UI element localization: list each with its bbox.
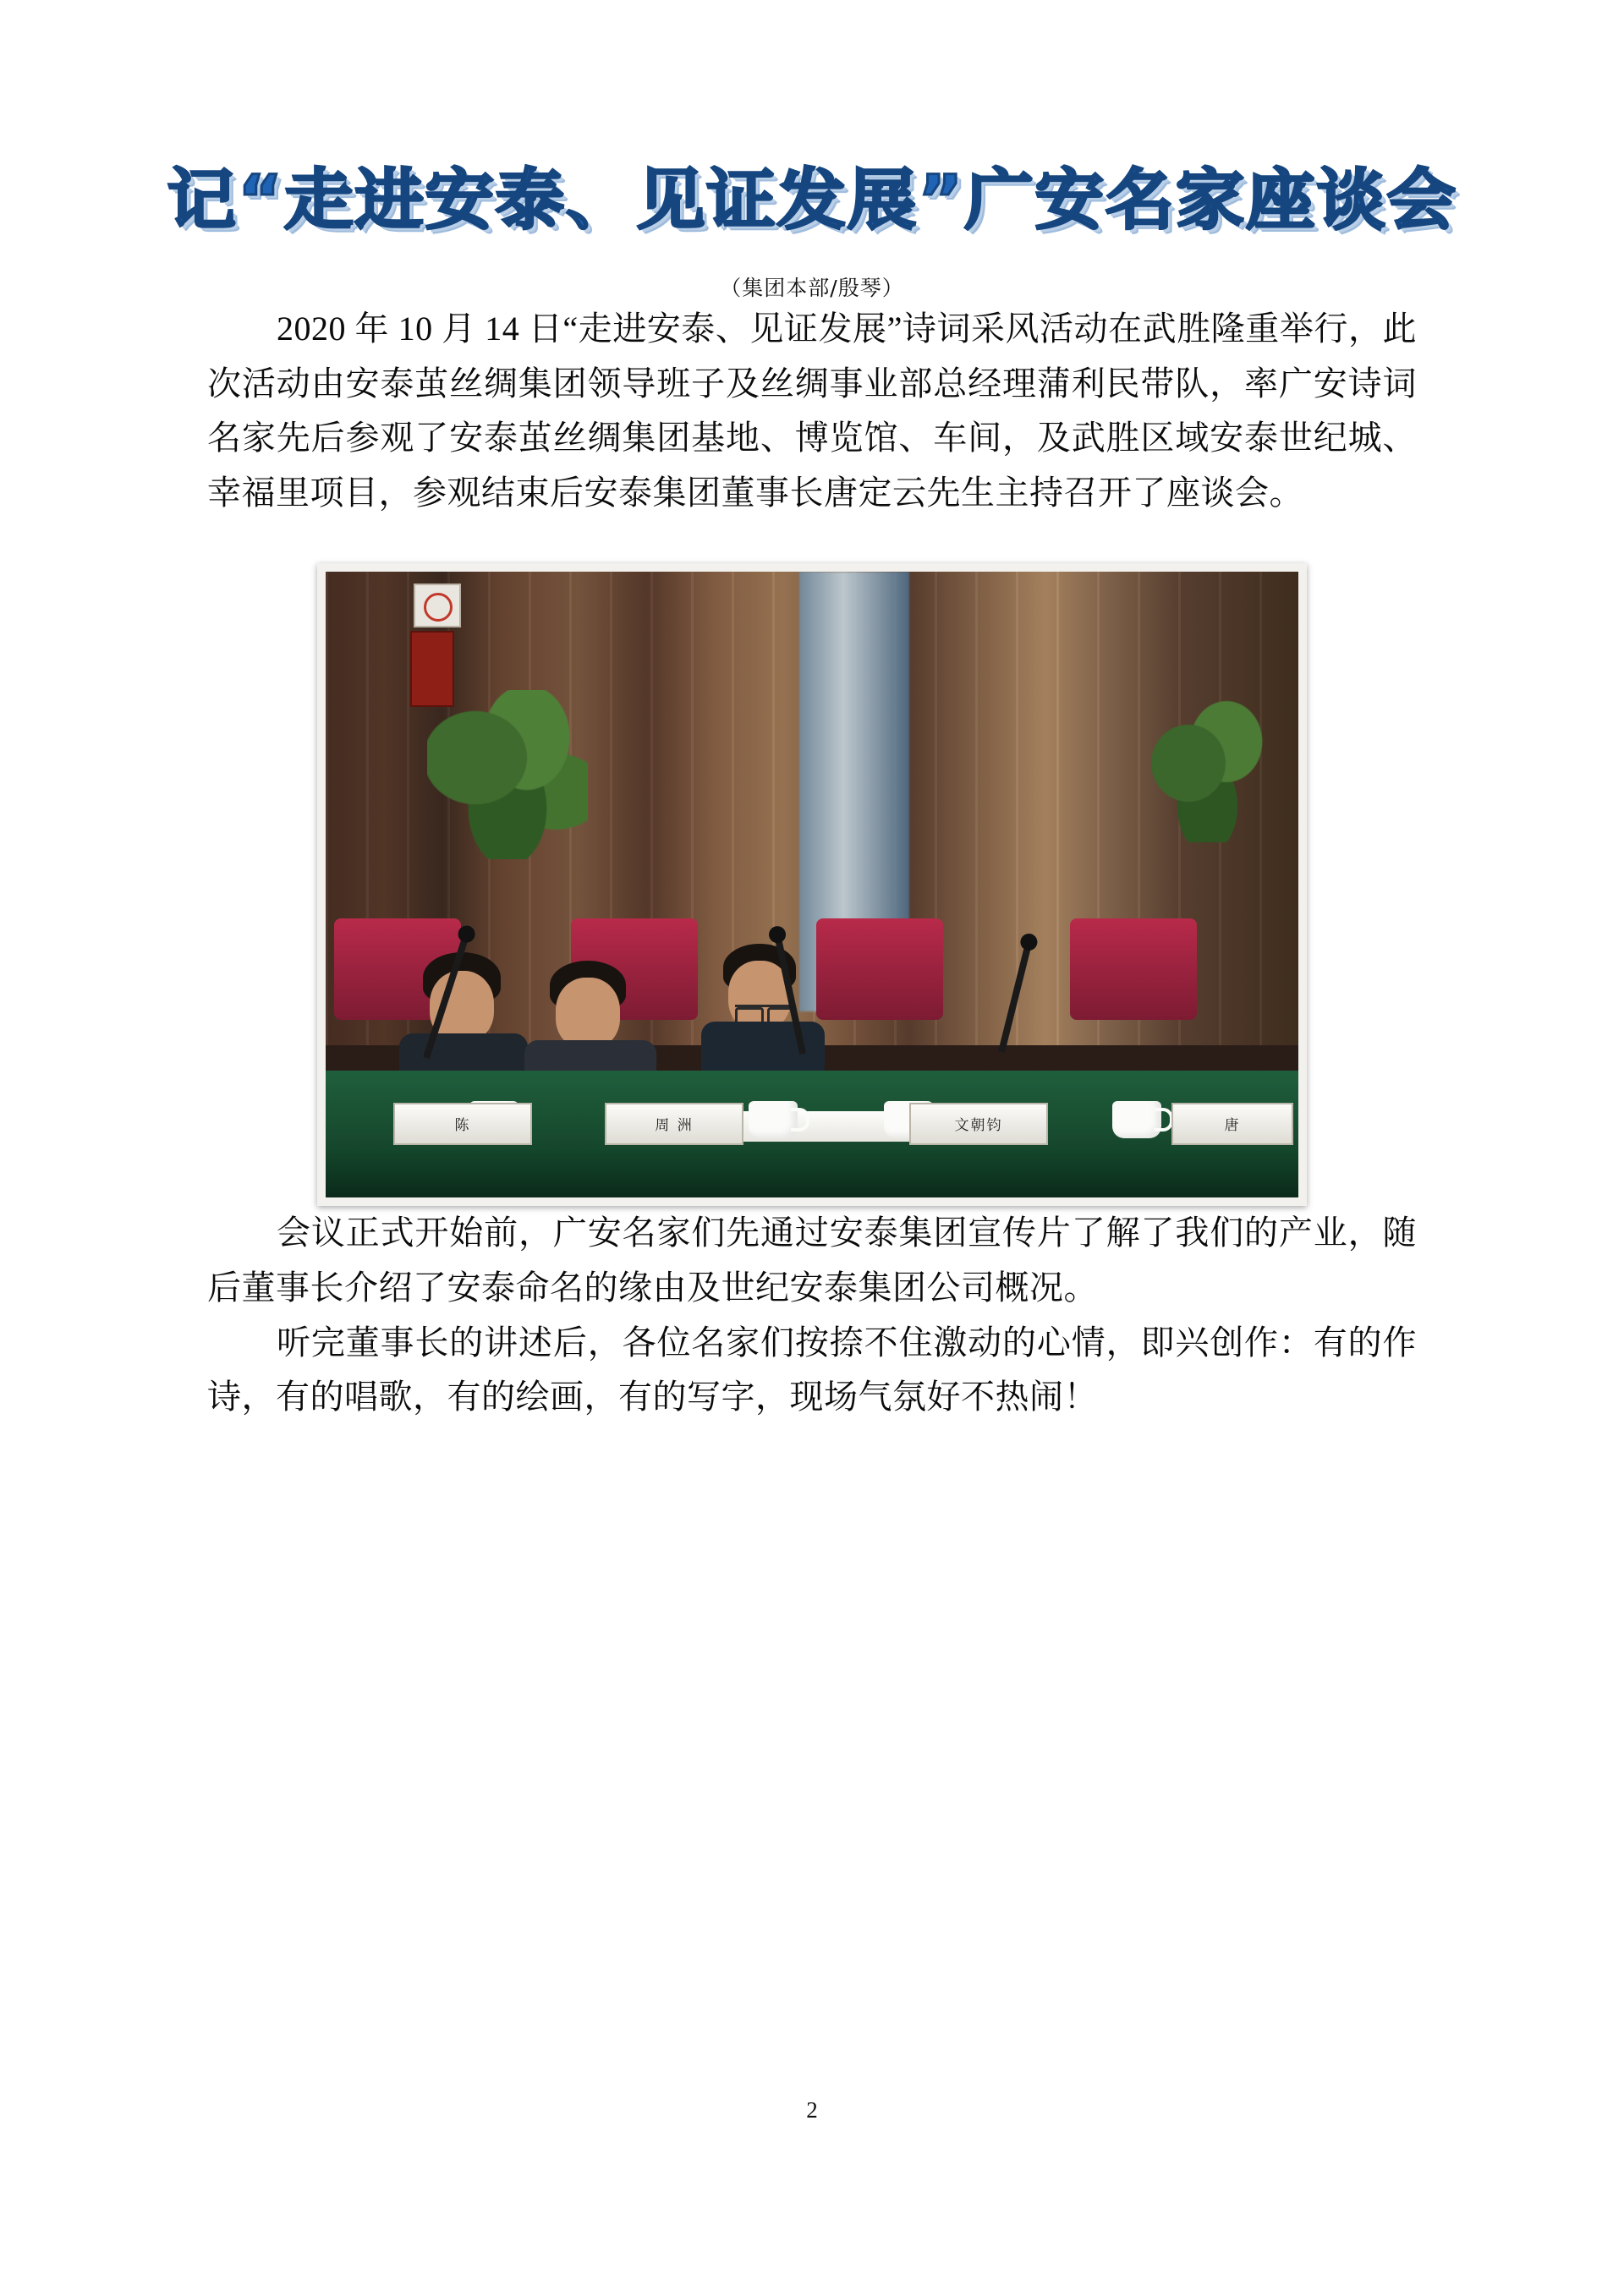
conference-table-front (326, 1147, 1298, 1197)
glasses-icon (735, 1005, 796, 1022)
title-container (0, 162, 1624, 238)
paragraph-3: 听完董事长的讲述后，各位名家们按捺不住激动的心情，即兴创作：有的作诗，有的唱歌，有的绘画，有的写字，现场气氛好不热闹！ (207, 1323, 1417, 1417)
person-head (556, 978, 620, 1049)
no-smoking-sign-icon (414, 584, 461, 627)
meeting-photo (326, 572, 1298, 1197)
nameplate: 唐 (1171, 1103, 1293, 1145)
paragraph-2: 会议正式开始前，广安名家们先通过安泰集团宣传片了解了我们的产业，随后董事长介绍了安泰命名的缘由及世纪安泰集团公司概况。 (207, 1213, 1417, 1307)
page-title: 记“走进安泰、见证发展”广安名家座谈会 (167, 162, 1457, 238)
nameplate: 文朝钧 (909, 1103, 1048, 1145)
page-number: 2 (806, 2097, 818, 2123)
photo-container (313, 563, 1311, 1206)
article-body (207, 302, 1417, 521)
red-chair (816, 918, 943, 1020)
plant-left (427, 690, 588, 859)
byline: （集团本部/殷琴） (720, 275, 904, 300)
tea-cup (749, 1101, 798, 1138)
tea-cup (1112, 1101, 1161, 1138)
nameplate: 陈 (393, 1103, 532, 1145)
plant-right (1138, 699, 1265, 842)
nameplate: 周 洲 (605, 1103, 743, 1145)
article-body-continued (207, 1206, 1417, 1425)
photo-frame (317, 563, 1307, 1206)
paragraph-1: 2020 年 10 月 14 日“走进安泰、见证发展”诗词采风活动在武胜隆重举行，此次活动由安泰茧丝绸集团领导班子及丝绸事业部总经理蒲利民带队，率广安诗词名家先后参观了安泰茧丝绸集团基地、博览馆、车间，及武胜区域安泰世纪城、幸福里项目，参观结束后安泰集团董事长唐定云先生主持召开了座谈会。 (207, 309, 1417, 512)
red-chair (1070, 918, 1197, 1020)
